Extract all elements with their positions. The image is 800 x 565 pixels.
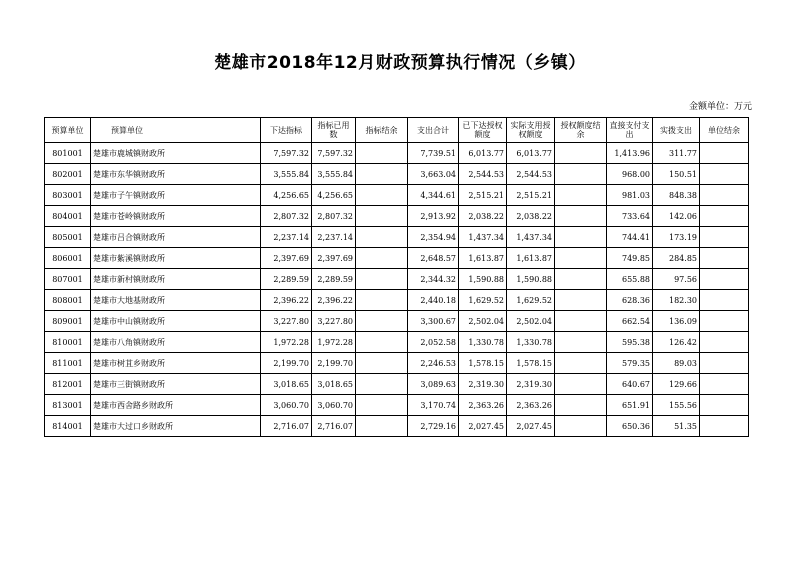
- cell-authorization-balance: [555, 185, 607, 206]
- cell-actual-authorization-used: 1,330.78: [507, 332, 555, 353]
- cell-total-expenditure: 2,344.32: [408, 269, 459, 290]
- cell-actual-allocation: 97.56: [653, 269, 700, 290]
- cell-quota-balance: [356, 311, 408, 332]
- cell-quota-used: 4,256.65: [312, 185, 356, 206]
- cell-direct-payment: 1,413.96: [607, 143, 653, 164]
- cell-quota-used: 1,972.28: [312, 332, 356, 353]
- cell-direct-payment: 733.64: [607, 206, 653, 227]
- cell-unit-code: 809001: [45, 311, 91, 332]
- cell-direct-payment: 651.91: [607, 395, 653, 416]
- cell-issued-authorization: 2,038.22: [459, 206, 507, 227]
- cell-unit-name: 楚雄市中山镇财政所: [91, 311, 261, 332]
- table-row: [45, 374, 749, 395]
- cell-unit-name: 楚雄市树苴乡财政所: [91, 353, 261, 374]
- cell-actual-allocation: 848.38: [653, 185, 700, 206]
- cell-quota-balance: [356, 416, 408, 437]
- table-row: [45, 416, 749, 437]
- cell-unit-code: 812001: [45, 374, 91, 395]
- cell-quota-balance: [356, 164, 408, 185]
- cell-actual-allocation: 182.30: [653, 290, 700, 311]
- cell-total-expenditure: 2,913.92: [408, 206, 459, 227]
- cell-unit-name: 楚雄市三街镇财政所: [91, 374, 261, 395]
- cell-actual-authorization-used: 1,437.34: [507, 227, 555, 248]
- header-authorization-balance: 授权额度结余: [555, 118, 607, 143]
- cell-unit-name: 楚雄市新村镇财政所: [91, 269, 261, 290]
- cell-issued-quota: 2,396.22: [261, 290, 312, 311]
- amount-unit-label: 金额单位：万元: [688, 102, 752, 112]
- cell-issued-quota: 2,237.14: [261, 227, 312, 248]
- cell-issued-quota: 4,256.65: [261, 185, 312, 206]
- cell-authorization-balance: [555, 290, 607, 311]
- table-row: [45, 353, 749, 374]
- cell-actual-authorization-used: 1,590.88: [507, 269, 555, 290]
- cell-actual-allocation: 136.09: [653, 311, 700, 332]
- cell-unit-name: 楚雄市吕合镇财政所: [91, 227, 261, 248]
- table-row: [45, 269, 749, 290]
- cell-total-expenditure: 2,440.18: [408, 290, 459, 311]
- cell-issued-quota: 3,018.65: [261, 374, 312, 395]
- cell-quota-balance: [356, 206, 408, 227]
- cell-unit-code: 806001: [45, 248, 91, 269]
- header-quota-balance: 指标结余: [356, 118, 408, 143]
- cell-quota-used: 7,597.32: [312, 143, 356, 164]
- cell-authorization-balance: [555, 311, 607, 332]
- cell-unit-code: 801001: [45, 143, 91, 164]
- cell-authorization-balance: [555, 269, 607, 290]
- cell-unit-code: 805001: [45, 227, 91, 248]
- cell-total-expenditure: 2,729.16: [408, 416, 459, 437]
- cell-unit-balance: [700, 416, 749, 437]
- cell-actual-allocation: 155.56: [653, 395, 700, 416]
- cell-direct-payment: 650.36: [607, 416, 653, 437]
- cell-direct-payment: 968.00: [607, 164, 653, 185]
- cell-actual-authorization-used: 2,038.22: [507, 206, 555, 227]
- cell-issued-authorization: 2,319.30: [459, 374, 507, 395]
- cell-unit-code: 802001: [45, 164, 91, 185]
- cell-total-expenditure: 3,170.74: [408, 395, 459, 416]
- cell-unit-name: 楚雄市东华镇财政所: [91, 164, 261, 185]
- cell-actual-authorization-used: 2,027.45: [507, 416, 555, 437]
- cell-unit-balance: [700, 395, 749, 416]
- table-row: [45, 227, 749, 248]
- header-actual-authorization-used: 实际支用授权额度: [507, 118, 555, 143]
- cell-actual-allocation: 51.35: [653, 416, 700, 437]
- cell-actual-authorization-used: 6,013.77: [507, 143, 555, 164]
- cell-authorization-balance: [555, 416, 607, 437]
- cell-total-expenditure: 2,052.58: [408, 332, 459, 353]
- cell-issued-quota: 3,227.80: [261, 311, 312, 332]
- cell-authorization-balance: [555, 206, 607, 227]
- cell-unit-balance: [700, 332, 749, 353]
- table-row: [45, 185, 749, 206]
- cell-authorization-balance: [555, 164, 607, 185]
- cell-direct-payment: 662.54: [607, 311, 653, 332]
- cell-issued-authorization: 1,629.52: [459, 290, 507, 311]
- cell-actual-allocation: 150.51: [653, 164, 700, 185]
- cell-direct-payment: 744.41: [607, 227, 653, 248]
- cell-unit-code: 814001: [45, 416, 91, 437]
- cell-unit-code: 807001: [45, 269, 91, 290]
- cell-direct-payment: 749.85: [607, 248, 653, 269]
- cell-authorization-balance: [555, 143, 607, 164]
- cell-total-expenditure: 2,354.94: [408, 227, 459, 248]
- cell-unit-code: 811001: [45, 353, 91, 374]
- cell-unit-balance: [700, 248, 749, 269]
- cell-actual-allocation: 126.42: [653, 332, 700, 353]
- table-row: [45, 395, 749, 416]
- cell-quota-used: 3,060.70: [312, 395, 356, 416]
- cell-authorization-balance: [555, 353, 607, 374]
- header-unit-name: 预算单位: [91, 118, 261, 143]
- cell-quota-balance: [356, 143, 408, 164]
- cell-total-expenditure: 3,663.04: [408, 164, 459, 185]
- cell-unit-name: 楚雄市子午镇财政所: [91, 185, 261, 206]
- cell-unit-code: 813001: [45, 395, 91, 416]
- cell-unit-name: 楚雄市紫溪镇财政所: [91, 248, 261, 269]
- cell-quota-used: 2,396.22: [312, 290, 356, 311]
- cell-quota-used: 2,289.59: [312, 269, 356, 290]
- cell-issued-authorization: 2,502.04: [459, 311, 507, 332]
- cell-direct-payment: 640.67: [607, 374, 653, 395]
- cell-issued-quota: 1,972.28: [261, 332, 312, 353]
- cell-quota-balance: [356, 248, 408, 269]
- cell-actual-authorization-used: 2,544.53: [507, 164, 555, 185]
- cell-issued-authorization: 1,330.78: [459, 332, 507, 353]
- cell-actual-authorization-used: 1,578.15: [507, 353, 555, 374]
- cell-quota-balance: [356, 290, 408, 311]
- table-row: [45, 248, 749, 269]
- cell-quota-balance: [356, 269, 408, 290]
- cell-authorization-balance: [555, 395, 607, 416]
- cell-unit-balance: [700, 143, 749, 164]
- header-unit-code: 预算单位: [45, 118, 91, 143]
- cell-total-expenditure: 4,344.61: [408, 185, 459, 206]
- cell-quota-used: 2,237.14: [312, 227, 356, 248]
- cell-issued-quota: 2,807.32: [261, 206, 312, 227]
- cell-unit-name: 楚雄市苍岭镇财政所: [91, 206, 261, 227]
- cell-quota-used: 2,716.07: [312, 416, 356, 437]
- cell-issued-authorization: 6,013.77: [459, 143, 507, 164]
- cell-actual-authorization-used: 1,629.52: [507, 290, 555, 311]
- cell-authorization-balance: [555, 374, 607, 395]
- cell-direct-payment: 628.36: [607, 290, 653, 311]
- cell-actual-authorization-used: 2,319.30: [507, 374, 555, 395]
- cell-authorization-balance: [555, 248, 607, 269]
- table-row: [45, 206, 749, 227]
- cell-actual-authorization-used: 1,613.87: [507, 248, 555, 269]
- cell-unit-balance: [700, 311, 749, 332]
- cell-issued-quota: 3,555.84: [261, 164, 312, 185]
- cell-unit-name: 楚雄市大过口乡财政所: [91, 416, 261, 437]
- cell-quota-used: 2,199.70: [312, 353, 356, 374]
- cell-issued-quota: 2,289.59: [261, 269, 312, 290]
- cell-actual-authorization-used: 2,515.21: [507, 185, 555, 206]
- cell-quota-balance: [356, 332, 408, 353]
- cell-direct-payment: 655.88: [607, 269, 653, 290]
- cell-issued-quota: 2,199.70: [261, 353, 312, 374]
- header-issued-quota: 下达指标: [261, 118, 312, 143]
- cell-unit-balance: [700, 164, 749, 185]
- table-row: [45, 143, 749, 164]
- cell-unit-balance: [700, 353, 749, 374]
- table-row: [45, 290, 749, 311]
- header-issued-authorization: 已下达授权额度: [459, 118, 507, 143]
- cell-quota-balance: [356, 395, 408, 416]
- cell-issued-authorization: 1,437.34: [459, 227, 507, 248]
- cell-total-expenditure: 7,739.51: [408, 143, 459, 164]
- cell-unit-balance: [700, 374, 749, 395]
- cell-issued-authorization: 1,590.88: [459, 269, 507, 290]
- cell-unit-code: 804001: [45, 206, 91, 227]
- header-total-expenditure: 支出合计: [408, 118, 459, 143]
- cell-issued-quota: 7,597.32: [261, 143, 312, 164]
- cell-unit-balance: [700, 290, 749, 311]
- table-row: [45, 311, 749, 332]
- cell-actual-allocation: 129.66: [653, 374, 700, 395]
- cell-unit-name: 楚雄市大地基财政所: [91, 290, 261, 311]
- cell-direct-payment: 595.38: [607, 332, 653, 353]
- cell-unit-name: 楚雄市西舍路乡财政所: [91, 395, 261, 416]
- cell-actual-allocation: 142.06: [653, 206, 700, 227]
- header-quota-used: 指标已用数: [312, 118, 356, 143]
- cell-unit-balance: [700, 227, 749, 248]
- cell-quota-used: 2,807.32: [312, 206, 356, 227]
- cell-actual-allocation: 311.77: [653, 143, 700, 164]
- cell-quota-used: 2,397.69: [312, 248, 356, 269]
- cell-unit-name: 楚雄市鹿城镇财政所: [91, 143, 261, 164]
- cell-quota-balance: [356, 185, 408, 206]
- cell-unit-balance: [700, 206, 749, 227]
- table-row: [45, 164, 749, 185]
- cell-direct-payment: 579.35: [607, 353, 653, 374]
- table-row: [45, 332, 749, 353]
- cell-issued-authorization: 2,363.26: [459, 395, 507, 416]
- cell-direct-payment: 981.03: [607, 185, 653, 206]
- cell-total-expenditure: 3,300.67: [408, 311, 459, 332]
- cell-quota-balance: [356, 374, 408, 395]
- cell-actual-authorization-used: 2,502.04: [507, 311, 555, 332]
- cell-total-expenditure: 2,648.57: [408, 248, 459, 269]
- cell-quota-used: 3,555.84: [312, 164, 356, 185]
- cell-issued-authorization: 2,027.45: [459, 416, 507, 437]
- cell-actual-allocation: 89.03: [653, 353, 700, 374]
- cell-unit-balance: [700, 185, 749, 206]
- cell-authorization-balance: [555, 227, 607, 248]
- cell-issued-authorization: 1,613.87: [459, 248, 507, 269]
- cell-actual-authorization-used: 2,363.26: [507, 395, 555, 416]
- header-unit-balance: 单位结余: [700, 118, 749, 143]
- page-title: 楚雄市2018年12月财政预算执行情况（乡镇）: [214, 53, 586, 73]
- cell-quota-used: 3,018.65: [312, 374, 356, 395]
- cell-issued-quota: 2,397.69: [261, 248, 312, 269]
- cell-unit-code: 808001: [45, 290, 91, 311]
- cell-issued-quota: 2,716.07: [261, 416, 312, 437]
- cell-issued-quota: 3,060.70: [261, 395, 312, 416]
- cell-unit-balance: [700, 269, 749, 290]
- table-body: [45, 143, 749, 437]
- cell-issued-authorization: 1,578.15: [459, 353, 507, 374]
- cell-actual-allocation: 284.85: [653, 248, 700, 269]
- table-header-row: [45, 118, 749, 143]
- cell-total-expenditure: 3,089.63: [408, 374, 459, 395]
- cell-issued-authorization: 2,515.21: [459, 185, 507, 206]
- cell-quota-balance: [356, 227, 408, 248]
- header-direct-payment: 直接支付支出: [607, 118, 653, 143]
- cell-actual-allocation: 173.19: [653, 227, 700, 248]
- budget-execution-table: [44, 117, 749, 437]
- cell-unit-code: 810001: [45, 332, 91, 353]
- cell-authorization-balance: [555, 332, 607, 353]
- cell-issued-authorization: 2,544.53: [459, 164, 507, 185]
- cell-quota-used: 3,227.80: [312, 311, 356, 332]
- cell-quota-balance: [356, 353, 408, 374]
- cell-total-expenditure: 2,246.53: [408, 353, 459, 374]
- cell-unit-name: 楚雄市八角镇财政所: [91, 332, 261, 353]
- cell-unit-code: 803001: [45, 185, 91, 206]
- header-actual-allocation: 实拨支出: [653, 118, 700, 143]
